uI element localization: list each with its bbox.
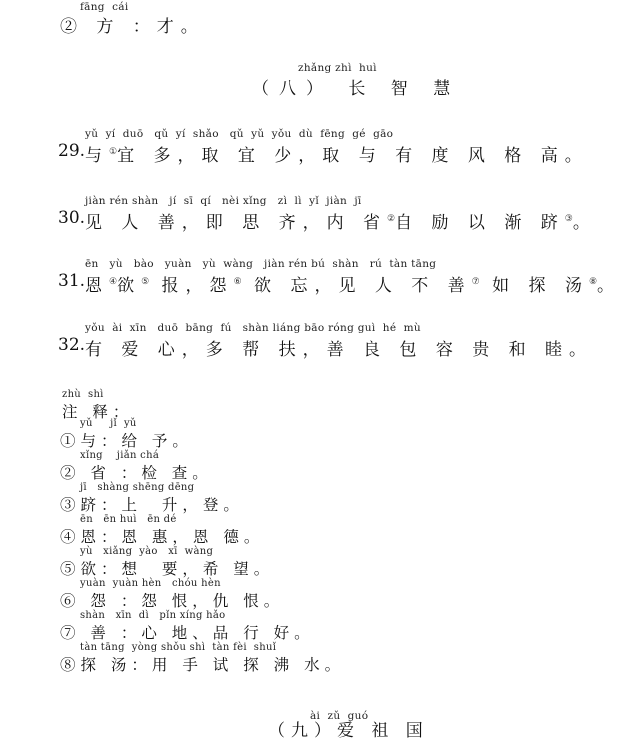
footnote-marker: ③ <box>564 214 573 224</box>
verse-segment: 如 探 汤 <box>479 276 589 296</box>
note-pinyin: tàn tāng yòng shǒu shì tàn fèi shuǐ <box>80 642 277 653</box>
note-text: ② 省 ：检 查。 <box>60 464 213 482</box>
top-fragment-text: ② 方 ：才。 <box>60 17 205 37</box>
verse-segment: 欲 <box>117 276 142 296</box>
note-text: ⑤欲：想 要，希 望。 <box>60 560 275 578</box>
verse-segment: 宜 多，取 宜 少，取 与 有 度 风 格 高。 <box>117 146 589 166</box>
footnote-marker: ⑧ <box>588 277 598 287</box>
verse-number: 29. <box>58 141 86 161</box>
verse-segment: 。 <box>597 276 622 296</box>
section9-title: （九）爱 祖 国 <box>268 721 429 741</box>
verse-text <box>85 271 621 296</box>
note-text: ④恩：恩 惠，恩 德。 <box>60 528 265 546</box>
verse-segment: 欲 忘，见 人 不 善 <box>241 276 472 296</box>
note-pinyin: yǔ jǐ yǔ <box>80 418 137 429</box>
verse-number: 30. <box>58 208 86 228</box>
verse-text <box>85 141 589 166</box>
section9-title-pinyin: ài zǔ guó <box>310 710 369 722</box>
note-pinyin: ēn ēn huì ēn dé <box>80 514 177 525</box>
section8-title-pinyin: zhǎng zhì huì <box>298 62 377 74</box>
footnote-marker: ① <box>109 147 118 157</box>
verse-number: 32. <box>58 335 86 355</box>
note-pinyin: shàn xīn dì pǐn xíng hǎo <box>80 610 226 621</box>
footnote-marker: ⑦ <box>471 277 480 287</box>
note-text: ⑥ 怨 ：怨 恨，仇 恨。 <box>60 592 285 610</box>
notes-heading: 注 释： <box>62 403 134 421</box>
verse-segment: 见 人 善，即 思 齐，内 省 <box>85 213 388 233</box>
verse-pinyin: ēn yù bào yuàn yù wàng jiàn rén bú shàn rú tàn tāng <box>85 258 437 270</box>
verse-segment: 。 <box>572 213 597 233</box>
notes-heading-pinyin: zhù shì <box>62 389 104 400</box>
footnote-marker: ⑤ <box>141 277 150 287</box>
note-text: ①与：给 予。 <box>60 432 193 450</box>
verse-segment: 自 励 以 渐 跻 <box>395 213 565 233</box>
verse-number: 31. <box>58 271 86 291</box>
verse-segment: 恩 <box>85 276 109 296</box>
footnote-marker: ⑥ <box>233 277 242 287</box>
note-text: ⑦ 善 ：心 地、品 行 好。 <box>60 624 315 642</box>
verse-segment: 有 爱 心，多 帮 扶，善 良 包 容 贵 和 睦。 <box>85 340 594 360</box>
verse-segment: 报，怨 <box>149 276 234 296</box>
note-pinyin: yuàn yuàn hèn chóu hèn <box>80 578 221 589</box>
verse-text <box>85 335 593 360</box>
verse-pinyin: yǒu ài xīn duō bāng fú shàn liáng bāo róng guì hé mù <box>85 322 421 334</box>
section8-title: （八） 长 智 慧 <box>252 79 461 99</box>
top-fragment-pinyin: fāng cái <box>80 1 129 13</box>
note-pinyin: jī shàng shēng dēng <box>80 482 195 493</box>
verse-text <box>85 208 597 233</box>
note-pinyin: xǐng jiǎn chá <box>80 450 160 461</box>
verse-pinyin: yǔ yí duō qǔ yí shǎo qǔ yǔ yǒu dù fēng gé gāo <box>85 128 394 140</box>
note-text: ③跻：上 升，登。 <box>60 496 244 514</box>
verse-segment: 与 <box>85 146 109 166</box>
verse-pinyin: jiàn rén shàn jí sī qí nèi xǐng zì lì yǐ jiàn jī <box>85 195 362 207</box>
footnote-marker: ④ <box>109 277 118 287</box>
footnote-marker: ② <box>387 214 396 224</box>
note-pinyin: yù xiǎng yào xī wàng <box>80 546 214 557</box>
note-text: ⑧探 汤：用 手 试 探 沸 水。 <box>60 656 346 674</box>
